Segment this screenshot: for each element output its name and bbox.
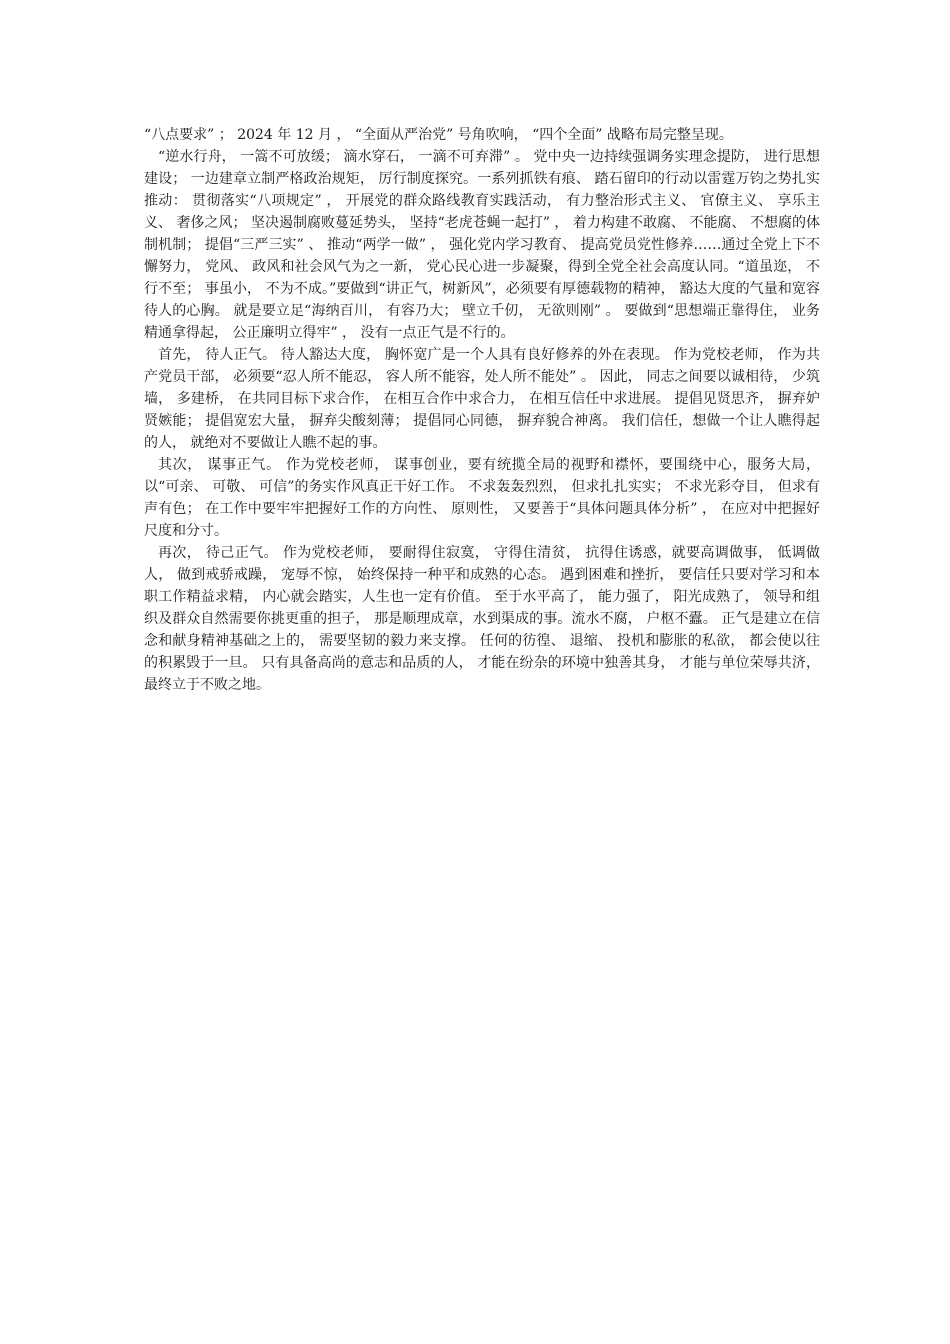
paragraph-overview: “逆水行舟， 一篙不可放缓； 滴水穿石， 一滴不可弃滞” 。 党中央一边持续强调务实理念提防， 进行思想建设； 一边建章立制严格政治规矩， 厉行制度探究。一系列抓铁有痕、 踏石留印的行动以雷霆万钧之势扎实推动： 贯彻落实“八项规定” ， 开展党的群众路线教育实践活动， 有力整治形式主义、 官僚主义、 享乐主义、 奢侈之风； 坚决遏制腐败蔓延势头， 坚持“老虎苍蝇一起打” ， 着力构建不敢腐、 不能腐、 不想腐的体制机制； 提倡“三严三实” 、 推动“两学一做” ， 强化党内学习教育、 提高党员党性修养……通过全党上下不懈努力， 党风、 政风和社会风气为之一新， 党心民心进一步凝聚，得到全党全社会高度认同。“道虽迩， 不行不至； 事虽小， 不为不成。”要做到“讲正气，树新风”，必须要有厚德载物的精神， 豁达大度的气量和宽容待人的心胸。 就是要立足“海纳百川， 有容乃大； 壁立千仞， 无欲则刚” 。 要做到“思想端正靠得住， 业务精通拿得起， 公正廉明立得牢” ， 没有一点正气是不行的。: [144, 149, 820, 341]
paragraph-first-point: 首先， 待人正气。 待人豁达大度， 胸怀宽广是一个人具有良好修养的外在表现。 作为党校老师， 作为共产党员干部， 必须要“忍人所不能忍， 容人所不能容，处人所不能处” 。 因此， 同志之间要以诚相待， 少筑墙， 多建桥， 在共同目标下求合作， 在相互合作中求合力， 在相互信任中求进展。 提倡见贤思齐， 摒弃妒贤嫉能； 提倡宽宏大量， 摒弃尖酸刻薄； 提倡同心同德， 摒弃貌合神离。 我们信任，想做一个让人瞧得起的人， 就绝对不要做让人瞧不起的事。: [144, 347, 820, 451]
paragraph-second-point: 其次， 谋事正气。 作为党校老师， 谋事创业，要有统揽全局的视野和襟怀，要围绕中心，服务大局， 以“可亲、 可敬、 可信”的务实作风真正干好工作。 不求轰轰烈烈， 但求扎扎实实； 不求光彩夺目， 但求有声有色； 在工作中要牢牢把握好工作的方向性、 原则性， 又要善于“具体问题具体分析” ， 在应对中把握好尺度和分寸。: [144, 457, 820, 539]
paragraph-intro-tail: “八点要求” ； 2024 年 12 月 ， “全面从严治党” 号角吹响， “四个全面” 战略布局完整呈现。: [144, 127, 733, 143]
document-body: [144, 124, 820, 696]
paragraph-third-point: 再次， 待己正气。 作为党校老师， 要耐得住寂寞， 守得住清贫， 抗得住诱惑，就要高调做事， 低调做人， 做到戒骄戒躁， 宠辱不惊， 始终保持一种平和成熟的心态。 遇到困难和挫折， 要信任只要对学习和本职工作精益求精， 内心就会踏实，人生也一定有价值。 至于水平高了， 能力强了， 阳光成熟了， 领导和组织及群众自然需要你挑更重的担子， 那是顺理成章，水到渠成的事。流水不腐， 户枢不蠹。 正气是建立在信念和献身精神基础之上的， 需要坚韧的毅力来支撑。 任何的彷徨、 退缩、 投机和膨胀的私欲， 都会使以往的积累毁于一旦。 只有具备高尚的意志和品质的人， 才能在纷杂的环境中独善其身， 才能与单位荣辱共济， 最终立于不败之地。: [144, 545, 820, 693]
